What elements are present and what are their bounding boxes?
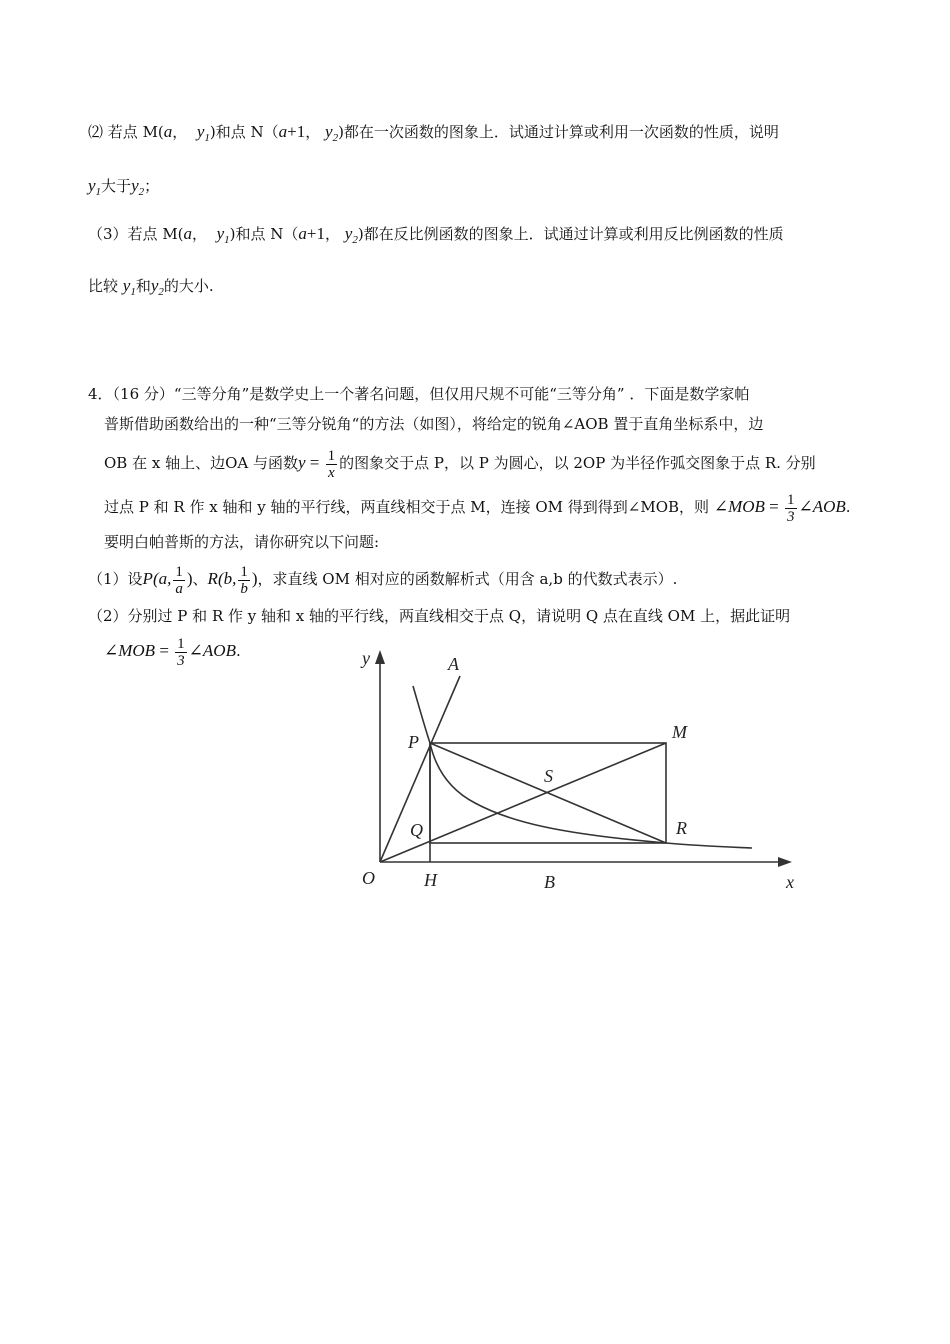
q4-part2-line1: （2）分别过 P 和 R 作 y 轴和 x 轴的平行线，两直线相交于点 Q，请说明 Q 点在直线 OM 上，据此证明 xyxy=(88,607,791,625)
y-axis-arrow xyxy=(375,650,385,664)
label-a: A xyxy=(448,654,459,674)
fraction-one-over-b: $\frac{1}{b}$ xyxy=(240,563,248,597)
label-m: M xyxy=(672,722,687,742)
fraction-one-over-x: $\frac{1}{x}$ xyxy=(327,447,336,481)
q4-line4: 过点 P 和 R 作 x 轴和 y 轴的平行线，两直线相交于点 M，连接 OM 得到得到∠MOB，则 ∠MOB = $\frac{1}{3}$ ∠AOB. xyxy=(104,491,851,525)
q4-part1: （1）设P(a, $\frac{1}{a}$ )、R(b, $\frac{1}{b}$ )，求直线 OM 相对应的函数解析式（用含 a,b 的代数式表示）. xyxy=(88,563,678,597)
q4-line2: 普斯借助函数给出的一种“三等分锐角“的方法（如图），将给定的锐角∠AOB 置于直角坐标系中，边 xyxy=(104,415,764,433)
q4-line5: 要明白帕普斯的方法，请你研究以下问题: xyxy=(104,533,380,551)
label-x: x xyxy=(786,872,794,892)
hyperbola-curve xyxy=(413,686,752,848)
fraction-one-third: $\frac{1}{3}$ xyxy=(177,635,185,669)
label-y: y xyxy=(362,648,370,668)
label-s: S xyxy=(544,766,553,786)
label-r: R xyxy=(676,818,687,838)
part-label: （3） xyxy=(88,225,128,243)
q4-line3: OB 在 x 轴上、边OA 与函数y = $\frac{1}{x}$ 的图象交于点 P，以 P 为圆心，以 2OP 为半径作弧交图象于点 R. 分别 xyxy=(104,447,816,481)
label-o: O xyxy=(362,868,375,888)
q3-part3-line1: （3）若点 M(a， $y_1$)和点 N（a+1， $y_2$)都在反比例函数的图象上．试通过计算或利用反比例函数的性质 xyxy=(88,224,784,246)
q3-part3-line2: 比较 $y_1$和$y_2$的大小. xyxy=(88,276,214,298)
fraction-one-over-a: $\frac{1}{a}$ xyxy=(175,563,183,597)
fraction-one-third: $\frac{1}{3}$ xyxy=(787,491,795,525)
q3-part2-line1: ⑵ 若点 M(a， $y_1$)和点 N（a+1， $y_2$)都在一次函数的图象上．试通过计算或利用一次函数的性质，说明 xyxy=(88,122,779,144)
label-b: B xyxy=(544,872,555,892)
x-axis-arrow xyxy=(778,857,792,867)
label-h: H xyxy=(424,870,437,890)
part-label: ⑵ xyxy=(88,123,104,141)
label-q: Q xyxy=(410,820,423,840)
q4-part2-line2: ∠MOB = $\frac{1}{3}$ ∠AOB. xyxy=(104,635,241,669)
label-p: P xyxy=(408,732,419,752)
q4-line1: 4．（16 分）“三等分角”是数学史上一个著名问题，但仅用尺规不可能“三等分角” ．下面是数学家帕 xyxy=(88,385,750,403)
q3-part2-line2: $y_1$大于$y_2$； xyxy=(88,176,160,198)
